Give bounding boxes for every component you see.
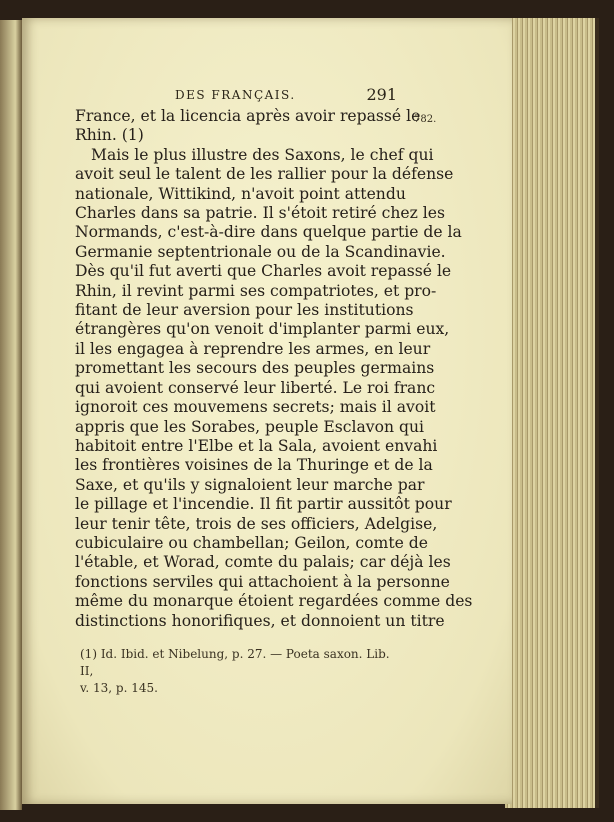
text-line: leur tenir tête, trois de ses officiers, Adelgise, [75,514,438,533]
text-line: fonctions serviles qui attachoient à la personne [75,572,450,591]
text-line: il les engagea à reprendre les armes, en leur [75,339,431,358]
text-line: étrangères qu'on venoit d'implanter parmi eux, [75,320,450,339]
footnote [80,646,402,697]
text-line: habitoit entre l'Elbe et la Sala, avoient envahi [75,436,438,455]
footnote-line: v. 13, p. 145. [80,681,158,695]
text-line: Mais le plus illustre des Saxons, le chef qui [91,145,434,164]
text-line: Germanie septentrionale ou de la Scandinavie. [75,242,446,261]
facing-page-edge [0,20,22,810]
margin-year: 782. [414,114,437,125]
text-line: fitant de leur aversion pour les institutions [75,301,414,320]
footnote-line: (1) Id. Ibid. et Nibelung, p. 27. — Poeta saxon. Lib. II, [80,647,390,678]
header-title: DES FRANÇAIS. [175,88,296,102]
text-line: nationale, Wittikind, n'avoit point attendu [75,184,406,203]
text-line: l'étable, et Worad, comte du palais; car déjà les [75,553,451,572]
page-edges [505,18,599,808]
text-line: Charles dans sa patrie. Il s'étoit retiré chez les [75,204,446,223]
text-line: appris que les Sorabes, peuple Esclavon qui [75,417,425,436]
text-line: promettant les secours des peuples germains [75,359,435,378]
text-line: France, et la licencia après avoir repassé le [75,107,421,125]
text-line: qui avoient conservé leur liberté. Le roi franc [75,378,436,397]
text-line: Rhin, il revint parmi ses compatriotes, et pro- [75,281,437,300]
text-line: les frontières voisines de la Thuringe et de la [75,456,433,475]
text-line: cubiculaire ou chambellan; Geilon, comte de [75,533,428,552]
text-line: Normands, c'est-à-dire dans quelque partie de la [75,223,462,242]
text-line: ignoroit ces mouvemens secrets; mais il avoit [75,398,436,417]
text-line: le pillage et l'incendie. Il fit partir aussitôt pour [75,495,452,514]
text-line: même du monarque étoient regardées comme des [75,592,473,611]
text-line: Rhin. (1) [75,126,144,145]
text-line: Dès qu'il fut averti que Charles avoit repassé le [75,262,452,281]
text-line: Saxe, et qu'ils y signaloient leur marche par [75,475,425,494]
text-line: distinctions honorifiques, et donnoient un titre [75,611,445,630]
running-header [175,85,397,104]
text-line: avoit seul le talent de les rallier pour la défense [75,165,454,184]
page-number: 291 [366,85,397,104]
